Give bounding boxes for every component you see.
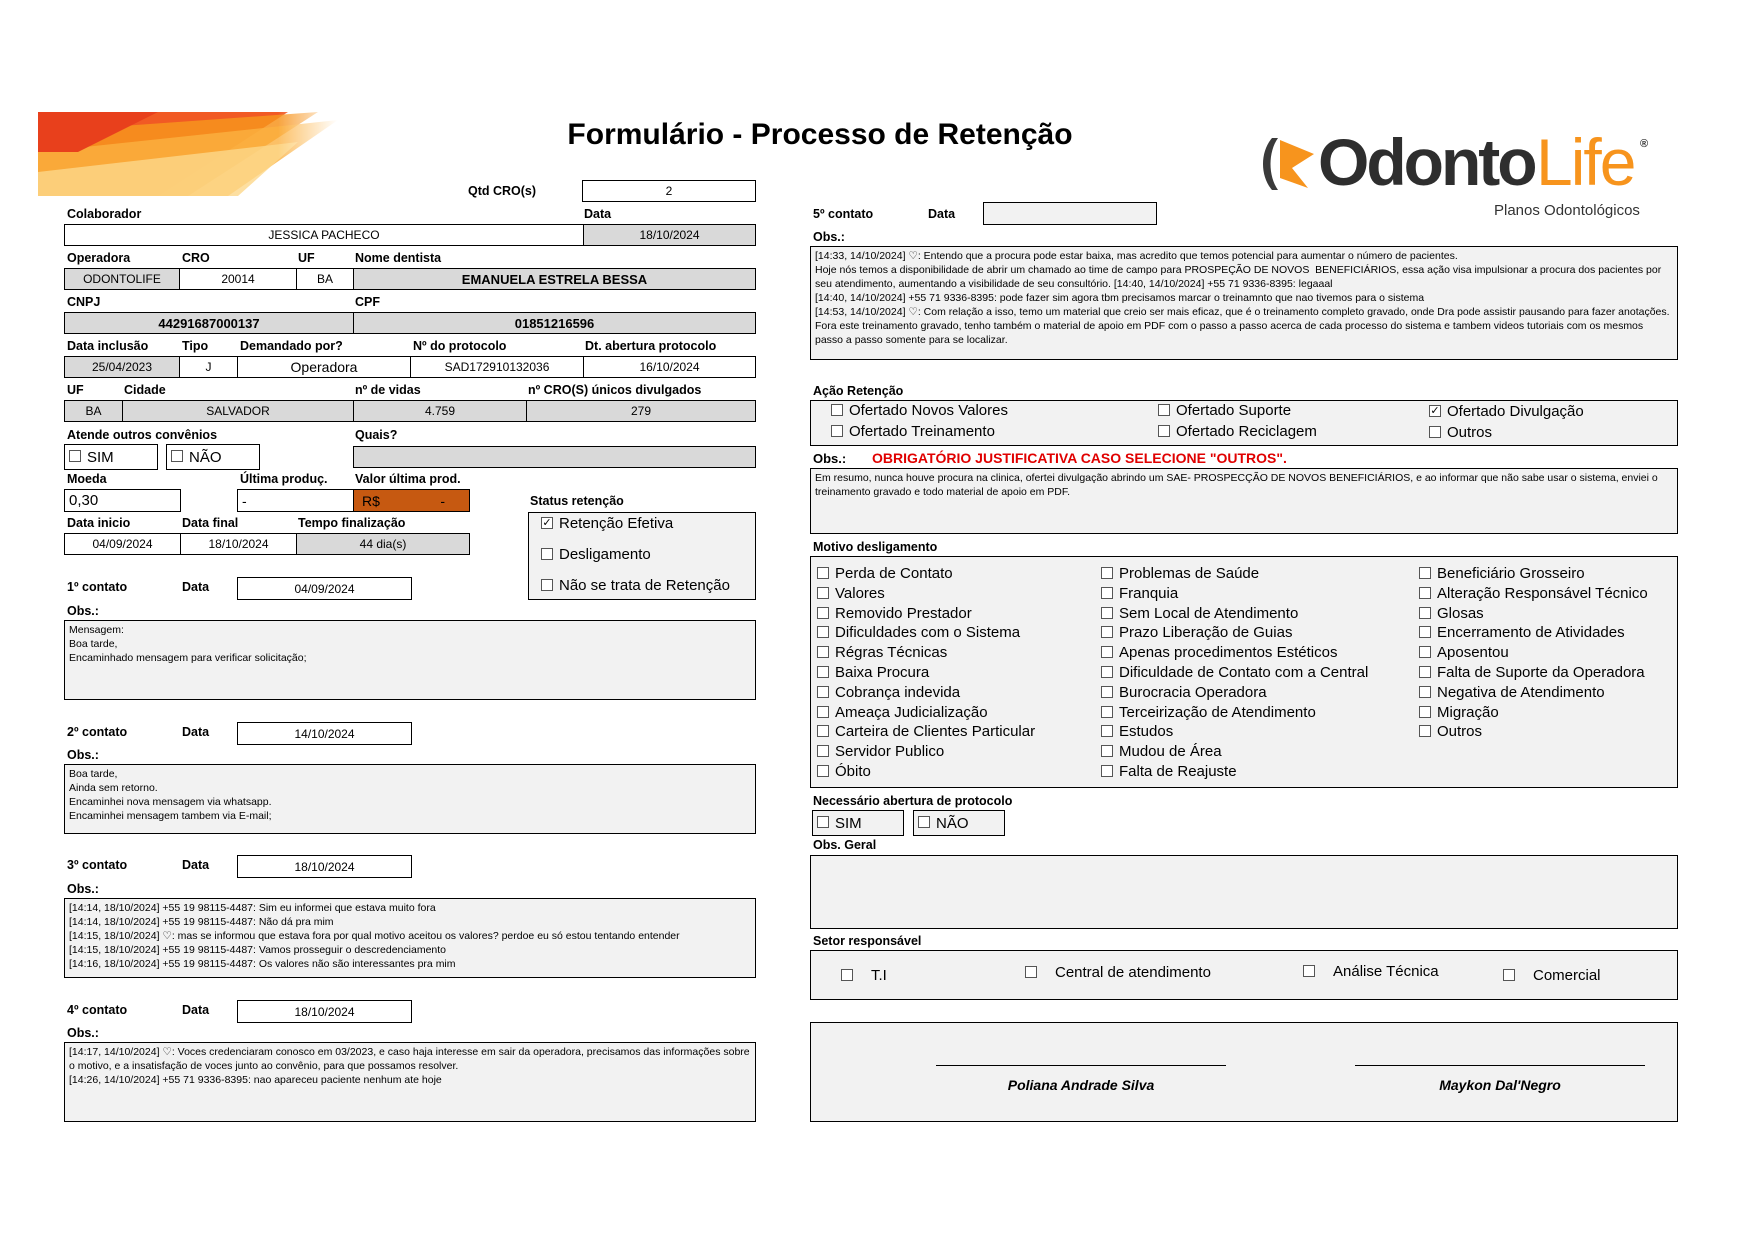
motivo-checkbox[interactable] — [1419, 607, 1431, 619]
motivo-option-label: Negativa de Atendimento — [1437, 683, 1605, 701]
convenios-sim-label: SIM — [87, 448, 114, 466]
data-final-field[interactable]: 18/10/2024 — [180, 533, 297, 555]
logo-brand-accent: Life — [1536, 125, 1635, 199]
motivo-option-outros[interactable] — [1419, 722, 1648, 742]
motivo-option-regras-tecnicas[interactable] — [817, 643, 1035, 663]
page-title: Formulário - Processo de Retenção — [567, 118, 1073, 151]
motivo-option-label: Régras Técnicas — [835, 644, 948, 662]
contato4-obs-label: Obs.: — [67, 1026, 99, 1040]
contato3-label: 3º contato — [67, 858, 128, 872]
cro-label: CRO — [182, 251, 210, 265]
motivo-option-label: Óbito — [835, 762, 871, 780]
protocolo-nao-option[interactable] — [913, 810, 1005, 836]
status-option-label: Não se trata de Retenção — [559, 577, 730, 594]
motivo-option-ameaca-judicializacao[interactable] — [817, 703, 1035, 723]
obs-line: [14:14, 18/10/2024] +55 19 98115-4487: Não dá pra mim — [69, 916, 334, 928]
status-option-label: Desligamento — [559, 546, 651, 563]
motivo-option-label: Migração — [1437, 703, 1499, 721]
motivo-option-burocracia-operadora[interactable] — [1101, 683, 1368, 703]
motivo-checkbox[interactable] — [817, 745, 829, 757]
obs-line: Ainda sem retorno. — [69, 782, 158, 794]
contato1-data-field[interactable]: 04/09/2024 — [237, 577, 412, 600]
tempo-finalizacao-label: Tempo finalização — [298, 516, 406, 530]
motivo-checkbox[interactable] — [1419, 666, 1431, 678]
protocolo-nao-checkbox[interactable] — [918, 816, 930, 828]
protocolo-necessario-label: Necessário abertura de protocolo — [813, 794, 1013, 808]
contato4-label: 4º contato — [67, 1003, 128, 1017]
setor-option-label: Comercial — [1533, 967, 1601, 984]
setor-option-label: Central de atendimento — [1055, 964, 1211, 981]
colaborador-field[interactable]: JESSICA PACHECO — [64, 224, 584, 246]
contato5-obs-box[interactable] — [810, 246, 1678, 360]
quais-label: Quais? — [355, 428, 398, 442]
uf-label: UF — [298, 251, 315, 265]
acao-option-treinamento[interactable] — [831, 423, 995, 440]
signature-name-2: Maykon Dal'Negro — [1439, 1077, 1561, 1093]
motivo-option-mudou-de-area[interactable] — [1101, 742, 1368, 762]
data-inicio-field[interactable]: 04/09/2024 — [64, 533, 181, 555]
moeda-label: Moeda — [67, 472, 107, 486]
status-option-label: Retenção Efetiva — [559, 515, 674, 532]
acao-checkbox-novos-valores[interactable] — [831, 404, 843, 416]
demandado-field[interactable]: Operadora — [237, 356, 411, 378]
motivo-option-falta-de-suporte-da-operadora[interactable] — [1419, 663, 1648, 683]
protocolo-nao-label: NÃO — [936, 814, 969, 832]
logo-registered: ® — [1640, 138, 1649, 150]
status-option-desligamento[interactable] — [541, 546, 651, 563]
protocolo-sim-option[interactable] — [812, 810, 904, 836]
contato5-data-field[interactable] — [983, 202, 1157, 225]
motivo-checkbox[interactable] — [817, 626, 829, 638]
nome-dentista-field[interactable]: EMANUELA ESTRELA BESSA — [353, 268, 756, 290]
acao-checkbox-reciclagem[interactable] — [1158, 425, 1170, 437]
protocolo-sim-checkbox[interactable] — [817, 816, 829, 828]
acao-retencao-label: Ação Retenção — [813, 384, 904, 398]
obs-line: Hoje nós temos a disponibilidade de abrir um chamado ao time de campo para PROSPEÇÃO DE NOVOS BENEFICIÁRIOS, essa ação visa impulsionar a procura dos pacientes por seu atendimento, aumentando a visibilidade de seu consultório. [14:40, 14/10/2024] +55 71 9336-8395: legaaal — [815, 264, 1665, 290]
data-final-label: Data final — [182, 516, 239, 530]
acao-option-novos-valores[interactable] — [831, 402, 1008, 419]
motivo-checkbox[interactable] — [1419, 725, 1431, 737]
uf-field[interactable]: BA — [296, 268, 354, 290]
convenios-label: Atende outros convênios — [67, 428, 218, 442]
colaborador-label: Colaborador — [67, 207, 142, 221]
motivo-option-falta-de-reajuste[interactable] — [1101, 762, 1368, 782]
motivo-checkbox[interactable] — [1101, 646, 1113, 658]
valor-ultima-prod-label: Valor última prod. — [355, 472, 461, 486]
status-retencao-panel — [528, 512, 756, 600]
obs-line: Encaminhei mensagem tambem via E-mail; — [69, 810, 272, 822]
motivo-option-label: Servidor Publico — [835, 743, 945, 761]
motivo-option-label: Aposentou — [1437, 644, 1509, 662]
motivo-checkbox[interactable] — [817, 765, 829, 777]
abertura-protocolo-label: Dt. abertura protocolo — [585, 339, 717, 353]
motivo-col2 — [1101, 564, 1368, 782]
obs-line: [14:53, 14/10/2024] ♡: Com relação a isso, temo um material que creio ser mais eficaz, que é o treinamento completo gravado, onde Dra pode assistir pausando para fazer anotações. Fora este treinamento gravado, tenho também o material de apoio em PDF com o passo a passo acerca de cada processo do sistema e tambem videos tutoriais com os mesmos passo a passo somente para se localizar. — [815, 306, 1673, 346]
setor-option-label: T.I — [871, 967, 887, 984]
status-checkbox-desligamento[interactable] — [541, 548, 553, 560]
acao-option-reciclagem[interactable] — [1158, 423, 1317, 440]
obs-line: Em resumo, nunca houve procura na clinica, ofertei divulgação abrindo um SAE- PROSPECÇÃO DE NOVOS BENEFICIÁRIOS, e ao informar que não sabe usar o sistema, enviei o treinamento gravado e todo material de apoio em PDF. — [815, 472, 1661, 498]
motivo-option-label: Perda de Contato — [835, 565, 953, 582]
motivo-checkbox[interactable] — [1101, 725, 1113, 737]
cnpj-label: CNPJ — [67, 295, 101, 309]
motivo-option-label: Franquia — [1119, 584, 1179, 602]
motivo-checkbox[interactable] — [1101, 745, 1113, 757]
cnpj-field[interactable]: 44291687000137 — [64, 312, 354, 334]
contato2-obs-label: Obs.: — [67, 748, 99, 762]
convenios-nao-option[interactable] — [166, 444, 260, 470]
cidade-label: Cidade — [124, 383, 166, 397]
motivo-checkbox[interactable] — [817, 686, 829, 698]
valor-ultima-prod-field[interactable] — [353, 489, 470, 512]
qtd-cro-field[interactable]: 2 — [582, 180, 756, 202]
contato3-obs-label: Obs.: — [67, 882, 99, 896]
tipo-field[interactable]: J — [179, 356, 238, 378]
nome-dentista-label: Nome dentista — [355, 251, 442, 265]
obs-line: Encaminhei nova mensagem via whatsapp. — [69, 796, 272, 808]
motivo-option-label: Carteira de Clientes Particular — [835, 723, 1036, 741]
acao-obs-label: Obs.: — [813, 451, 847, 466]
motivo-checkbox[interactable] — [1101, 706, 1113, 718]
motivo-option-label: Apenas procedimentos Estéticos — [1119, 644, 1338, 662]
signatures-panel — [810, 1022, 1678, 1122]
tempo-finalizacao-field[interactable]: 44 dia(s) — [296, 533, 470, 555]
motivo-checkbox[interactable] — [817, 666, 829, 678]
colaborador-data-field[interactable]: 18/10/2024 — [583, 224, 756, 246]
motivo-option-prazo-liberacao-de-guias[interactable] — [1101, 623, 1368, 643]
tipo-label: Tipo — [182, 339, 209, 353]
logo-brand-main: Odonto — [1318, 125, 1535, 199]
obs-line: [14:15, 18/10/2024] +55 19 98115-4487: Vamos prosseguir o descredenciamento — [69, 944, 447, 956]
contato3-data-label: Data — [182, 858, 210, 872]
contato1-obs-label: Obs.: — [67, 604, 99, 618]
motivo-option-label: Outros — [1437, 723, 1483, 741]
contato4-data-label: Data — [182, 1003, 210, 1017]
motivo-option-removido-prestador[interactable] — [817, 604, 1035, 624]
acao-retencao-panel — [810, 400, 1678, 446]
motivo-option-estudos[interactable] — [1101, 722, 1368, 742]
contato2-data-field[interactable]: 14/10/2024 — [237, 722, 412, 745]
acao-option-label: Ofertado Reciclagem — [1176, 423, 1317, 440]
obs-line: [14:16, 18/10/2024] +55 19 98115-4487: Os valores não são interessantes pra mim — [69, 958, 456, 970]
vidas-label: nº de vidas — [355, 383, 421, 397]
motivo-option-label: Estudos — [1119, 723, 1174, 741]
motivo-checkbox[interactable] — [1419, 567, 1431, 579]
logo-tagline: Planos Odontológicos — [1494, 202, 1640, 219]
acao-checkbox-suporte[interactable] — [1158, 404, 1170, 416]
acao-option-label: Outros — [1447, 424, 1493, 441]
motivo-checkbox[interactable] — [817, 567, 829, 579]
contato5-label: 5º contato — [813, 207, 874, 221]
motivo-option-label: Removido Prestador — [835, 604, 972, 622]
motivo-option-negativa-de-atendimento[interactable] — [1419, 683, 1648, 703]
motivo-checkbox[interactable] — [1101, 626, 1113, 638]
motivo-option-label: Terceirização de Atendimento — [1119, 703, 1316, 721]
obs-line: [14:33, 14/10/2024] ♡: Entendo que a procura pode estar baixa, mas acredito que temos potencial para aumentar o número de pacientes. — [815, 250, 1458, 262]
motivo-option-beneficiario-grosseiro[interactable] — [1419, 564, 1648, 584]
motivo-option-label: Dificuldade de Contato com a Central — [1119, 663, 1369, 681]
motivo-option-perda-de-contato[interactable] — [817, 564, 1035, 584]
setor-checkbox-ti[interactable] — [841, 969, 853, 981]
obs-line: [14:26, 14/10/2024] +55 71 9336-8395: nao apareceu paciente nenhum ate hoje — [69, 1074, 442, 1086]
acao-option-label: Ofertado Novos Valores — [849, 402, 1008, 419]
motivo-col3 — [1419, 564, 1648, 742]
setor-checkbox-central[interactable] — [1025, 966, 1037, 978]
cro-field[interactable]: 20014 — [179, 268, 297, 290]
obs-line: Encaminhado mensagem para verificar solicitação; — [69, 652, 307, 664]
operadora-field[interactable]: ODONTOLIFE — [64, 268, 180, 290]
acao-option-divulgacao[interactable] — [1429, 403, 1584, 420]
motivo-option-franquia[interactable] — [1101, 584, 1368, 604]
motivo-checkbox[interactable] — [1419, 626, 1431, 638]
obs-line: Mensagem: — [69, 624, 124, 636]
contato2-label: 2º contato — [67, 725, 128, 739]
motivo-option-label: Ameaça Judicialização — [835, 703, 988, 721]
motivo-option-cobranca-indevida[interactable] — [817, 683, 1035, 703]
motivo-option-encerramento-de-atividades[interactable] — [1419, 623, 1648, 643]
motivo-option-glosas[interactable] — [1419, 604, 1648, 624]
motivo-option-migracao[interactable] — [1419, 703, 1648, 723]
protocolo-field[interactable]: SAD172910132036 — [410, 356, 584, 378]
contato1-obs-box[interactable] — [64, 620, 756, 700]
motivo-checkbox[interactable] — [817, 646, 829, 658]
acao-option-suporte[interactable] — [1158, 402, 1291, 419]
odontolife-logo — [1258, 125, 1658, 224]
motivo-option-label: Falta de Suporte da Operadora — [1437, 663, 1645, 681]
valor-value: - — [440, 492, 445, 509]
motivo-option-problemas-de-saude[interactable] — [1101, 564, 1368, 584]
contato5-obs-label: Obs.: — [813, 230, 845, 244]
valor-currency: R$ — [362, 492, 380, 509]
motivo-option-label: Burocracia Operadora — [1119, 683, 1267, 701]
cros-divulgados-field[interactable]: 279 — [526, 400, 756, 422]
motivo-desligamento-label: Motivo desligamento — [813, 540, 938, 554]
signature-line-2 — [1355, 1065, 1645, 1066]
motivo-option-valores[interactable] — [817, 584, 1035, 604]
data-inicio-label: Data inicio — [67, 516, 131, 530]
motivo-option-alteracao-responsavel-tecnico[interactable] — [1419, 584, 1648, 604]
ultima-producao-field[interactable]: - — [237, 489, 354, 512]
motivo-checkbox[interactable] — [1101, 567, 1113, 579]
obs-line: [14:14, 18/10/2024] +55 19 98115-4487: Sim eu informei que estava muito fora — [69, 902, 436, 914]
protocolo-sim-label: SIM — [835, 814, 862, 832]
acao-option-outros[interactable] — [1429, 424, 1492, 441]
motivo-option-terceirizacao-de-atendimento[interactable] — [1101, 703, 1368, 723]
contato4-obs-box[interactable] — [64, 1042, 756, 1122]
acao-checkbox-divulgacao[interactable]: ✓ — [1430, 405, 1440, 418]
contato2-obs-box[interactable] — [64, 764, 756, 834]
motivo-checkbox[interactable] — [1101, 686, 1113, 698]
motivo-option-label: Beneficiário Grosseiro — [1437, 565, 1585, 582]
acao-checkbox-treinamento[interactable] — [831, 425, 843, 437]
motivo-option-label: Valores — [835, 584, 885, 602]
convenios-nao-checkbox[interactable] — [171, 450, 183, 462]
motivo-option-label: Problemas de Saúde — [1119, 565, 1260, 582]
contato2-data-label: Data — [182, 725, 210, 739]
contato3-data-field[interactable]: 18/10/2024 — [237, 855, 412, 878]
operadora-label: Operadora — [67, 251, 131, 265]
motivo-option-dificuldades-com-o-sistema[interactable] — [817, 623, 1035, 643]
header-banner-graphic — [38, 112, 338, 196]
setor-option-comercial[interactable] — [1503, 967, 1601, 984]
contato4-data-field[interactable]: 18/10/2024 — [237, 1000, 412, 1023]
data-inclusao-label: Data inclusão — [67, 339, 149, 353]
convenios-sim-option[interactable] — [64, 444, 158, 470]
cros-divulgados-label: nº CRO(S) únicos divulgados — [528, 383, 702, 397]
signature-line-1 — [936, 1065, 1226, 1066]
motivo-checkbox[interactable] — [1419, 706, 1431, 718]
logo-emblem-icon — [1258, 132, 1322, 196]
motivo-checkbox[interactable] — [1419, 587, 1431, 599]
acao-option-label: Ofertado Divulgação — [1447, 403, 1584, 420]
contato5-data-label: Data — [928, 207, 956, 221]
uf2-label: UF — [67, 383, 84, 397]
ultima-producao-label: Última produç. — [240, 472, 328, 486]
setor-checkbox-analise[interactable] — [1303, 965, 1315, 977]
status-option-retencao-efetiva[interactable] — [541, 515, 673, 532]
acao-option-label: Ofertado Suporte — [1176, 402, 1292, 419]
acao-checkbox-outros[interactable] — [1429, 426, 1441, 438]
cpf-label: CPF — [355, 295, 380, 309]
convenios-nao-label: NÃO — [189, 448, 222, 466]
convenios-sim-checkbox[interactable] — [69, 450, 81, 462]
motivo-option-obito[interactable] — [817, 762, 1035, 782]
obs-line: [14:15, 18/10/2024] ♡: mas se informou que estava fora por qual motivo aceitou os valores? perdoe eu só estou tentando entender — [69, 930, 680, 942]
setor-option-ti[interactable] — [841, 967, 887, 984]
motivo-option-label: Glosas — [1437, 604, 1484, 622]
motivo-option-aposentou[interactable] — [1419, 643, 1648, 663]
demandado-label: Demandado por? — [240, 339, 343, 353]
setor-checkbox-comercial[interactable] — [1503, 969, 1515, 981]
motivo-option-carteira-de-clientes-particular[interactable] — [817, 722, 1035, 742]
setor-option-label: Análise Técnica — [1333, 963, 1439, 980]
motivo-option-apenas-procedimentos-esteticos[interactable] — [1101, 643, 1368, 663]
contato1-data-label: Data — [182, 580, 210, 594]
motivo-checkbox[interactable] — [1101, 765, 1113, 777]
motivo-option-label: Baixa Procura — [835, 663, 930, 681]
colaborador-data-label: Data — [584, 207, 612, 221]
motivo-option-label: Mudou de Área — [1119, 743, 1222, 761]
signature-name-1: Poliana Andrade Silva — [1007, 1077, 1155, 1093]
motivo-option-dificuldade-de-contato-com-a-central[interactable] — [1101, 663, 1368, 683]
motivo-option-servidor-publico[interactable] — [817, 742, 1035, 762]
setor-responsavel-label: Setor responsável — [813, 934, 922, 948]
motivo-checkbox[interactable] — [817, 587, 829, 599]
motivo-checkbox[interactable] — [1101, 666, 1113, 678]
motivo-option-sem-local-de-atendimento[interactable] — [1101, 604, 1368, 624]
data-inclusao-field[interactable]: 25/04/2023 — [64, 356, 180, 378]
status-checkbox-nao-retencao[interactable] — [541, 579, 553, 591]
obs-geral-box[interactable] — [810, 855, 1678, 929]
cpf-field[interactable]: 01851216596 — [353, 312, 756, 334]
motivo-option-baixa-procura[interactable] — [817, 663, 1035, 683]
setor-responsavel-panel — [810, 950, 1678, 1000]
obs-warning-text: OBRIGATÓRIO JUSTIFICATIVA CASO SELECIONE "OUTROS". — [872, 450, 1287, 466]
acao-obs-box[interactable] — [810, 468, 1678, 534]
setor-option-central[interactable] — [1025, 964, 1211, 981]
status-option-nao-retencao[interactable] — [541, 577, 730, 594]
vidas-field[interactable]: 4.759 — [353, 400, 527, 422]
motivo-option-label: Alteração Responsável Técnico — [1437, 584, 1648, 602]
status-retencao-label: Status retenção — [530, 494, 624, 508]
obs-line: Boa tarde, — [69, 638, 118, 650]
cidade-field[interactable]: SALVADOR — [122, 400, 354, 422]
contato3-obs-box[interactable] — [64, 898, 756, 978]
motivo-col1 — [817, 564, 1035, 782]
status-checkbox-retencao-efetiva[interactable]: ✓ — [542, 517, 552, 530]
motivo-option-label: Prazo Liberação de Guias — [1119, 624, 1293, 642]
motivo-option-label: Encerramento de Atividades — [1437, 624, 1625, 642]
motivo-option-label: Dificuldades com o Sistema — [835, 624, 1021, 642]
acao-option-label: Ofertado Treinamento — [849, 423, 995, 440]
motivo-checkbox[interactable] — [1419, 686, 1431, 698]
quais-field[interactable] — [353, 446, 756, 468]
motivo-checkbox[interactable] — [817, 607, 829, 619]
abertura-protocolo-field[interactable]: 16/10/2024 — [583, 356, 756, 378]
motivo-checkbox[interactable] — [817, 725, 829, 737]
motivo-checkbox[interactable] — [1419, 646, 1431, 658]
motivo-checkbox[interactable] — [1101, 607, 1113, 619]
obs-line: [14:17, 14/10/2024] ♡: Voces credenciaram conosco em 03/2023, e caso haja interesse em sair da operadora, precisamos das informações sobre o motivo, e a insatisfação de voces junto ao convênio, para que possamos resolver. — [69, 1046, 753, 1072]
contato1-label: 1º contato — [67, 580, 128, 594]
protocolo-label: Nº do protocolo — [413, 339, 507, 353]
motivo-desligamento-panel — [810, 556, 1678, 788]
motivo-checkbox[interactable] — [817, 706, 829, 718]
motivo-checkbox[interactable] — [1101, 587, 1113, 599]
motivo-option-label: Cobrança indevida — [835, 683, 961, 701]
obs-line: Boa tarde, — [69, 768, 118, 780]
qtd-cro-label: Qtd CRO(s) — [468, 184, 537, 198]
setor-option-analise[interactable] — [1303, 963, 1439, 980]
uf2-field[interactable]: BA — [64, 400, 123, 422]
obs-line: [14:40, 14/10/2024] +55 71 9336-8395: pode fazer sim agora tbm precisamos marcar o treinamnto que nao tivemos para o sistema — [815, 292, 1425, 304]
motivo-option-label: Sem Local de Atendimento — [1119, 604, 1299, 622]
obs-geral-label: Obs. Geral — [813, 838, 877, 852]
moeda-field[interactable]: 0,30 — [64, 489, 181, 512]
motivo-option-label: Falta de Reajuste — [1119, 762, 1237, 780]
